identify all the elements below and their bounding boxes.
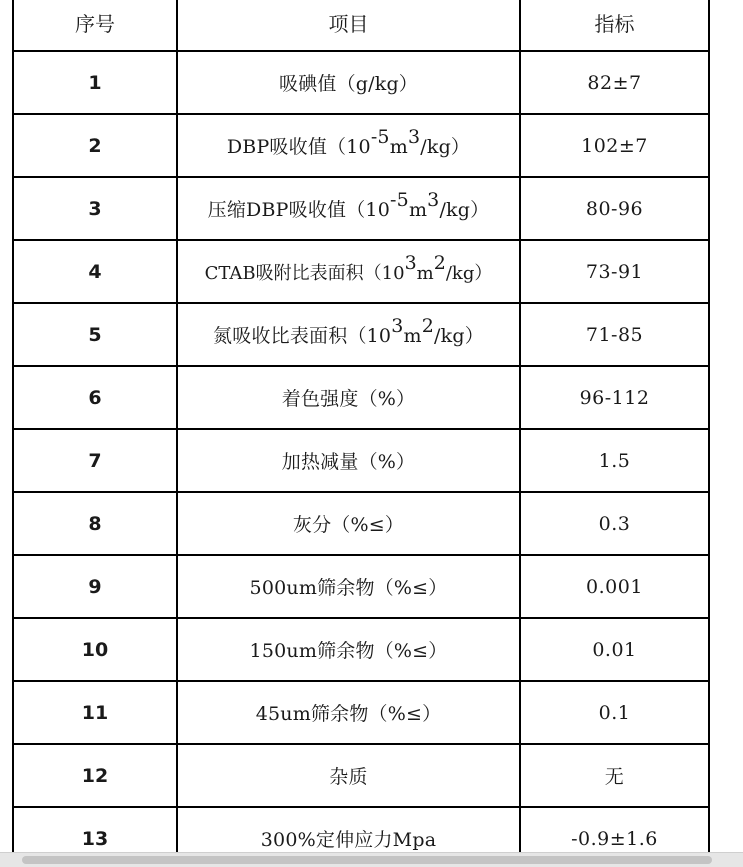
table-row [13,492,709,555]
row-item [177,114,520,177]
table-header-row [13,0,709,51]
row-number: 4 [13,240,177,303]
row-item: 150um筛余物（%≤） [177,618,520,681]
row-number: 7 [13,429,177,492]
row-number: 9 [13,555,177,618]
row-value: 无 [520,744,709,807]
table-row [13,51,709,114]
scrollbar-thumb[interactable] [22,856,712,864]
row-value: 0.001 [520,555,709,618]
table-row [13,429,709,492]
row-value: 96-112 [520,366,709,429]
table-row [13,618,709,681]
item-exponent: 3 [391,315,404,337]
row-item: 45um筛余物（%≤） [177,681,520,744]
item-text: CTAB吸附比表面积（10 [204,262,405,284]
row-value: 0.1 [520,681,709,744]
row-item: 吸碘值（g/kg） [177,51,520,114]
item-text: 氮吸收比表面积（10 [213,325,392,347]
row-number: 11 [13,681,177,744]
item-exponent: -5 [370,126,390,148]
row-number: 1 [13,51,177,114]
spec-table [12,0,710,852]
item-text: /kg） [434,325,484,347]
table-row [13,240,709,303]
row-number: 10 [13,618,177,681]
item-exponent: 3 [404,251,417,274]
table-row [13,303,709,366]
header-serial-number: 序号 [13,0,177,51]
row-value: 0.3 [520,492,709,555]
row-value: 82±7 [520,51,709,114]
item-exponent: -5 [390,189,409,211]
item-text: /kg） [420,136,471,158]
table-row [13,177,709,240]
table-row [13,114,709,177]
row-item [177,303,520,366]
item-unit: m [408,199,428,221]
item-text: DBP吸收值（10 [226,136,371,158]
table-row [13,681,709,744]
horizontal-scrollbar[interactable] [0,852,743,867]
row-item: 杂质 [177,744,520,807]
row-item: 300%定伸应力Mpa [177,807,520,852]
item-text: 压缩DBP吸收值（10 [207,199,391,221]
table-row [13,744,709,807]
table-row [13,807,709,852]
item-exponent: 2 [421,315,435,337]
header-indicator: 指标 [520,0,709,51]
row-item: 着色强度（%） [177,366,520,429]
header-item: 项目 [177,0,520,51]
row-item [177,240,520,303]
row-item: 灰分（%≤） [177,492,520,555]
row-item: 加热减量（%） [177,429,520,492]
item-exponent: 3 [407,126,421,148]
row-number: 8 [13,492,177,555]
row-number: 12 [13,744,177,807]
row-item [177,177,520,240]
row-number: 6 [13,366,177,429]
item-text: /kg） [445,262,493,284]
row-number: 5 [13,303,177,366]
row-value: 0.01 [520,618,709,681]
row-value: 80-96 [520,177,709,240]
item-unit: m [403,325,422,347]
row-value: 71-85 [520,303,709,366]
item-unit: m [416,262,434,284]
row-number: 13 [13,807,177,852]
row-item: 500um筛余物（%≤） [177,555,520,618]
item-exponent: 3 [427,189,440,211]
table-row [13,555,709,618]
item-exponent: 2 [433,251,446,274]
row-number: 3 [13,177,177,240]
row-value: 1.5 [520,429,709,492]
row-value: 73-91 [520,240,709,303]
row-number: 2 [13,114,177,177]
table-row [13,366,709,429]
item-unit: m [389,136,408,158]
row-value: -0.9±1.6 [520,807,709,852]
item-text: /kg） [439,199,490,221]
row-value: 102±7 [520,114,709,177]
